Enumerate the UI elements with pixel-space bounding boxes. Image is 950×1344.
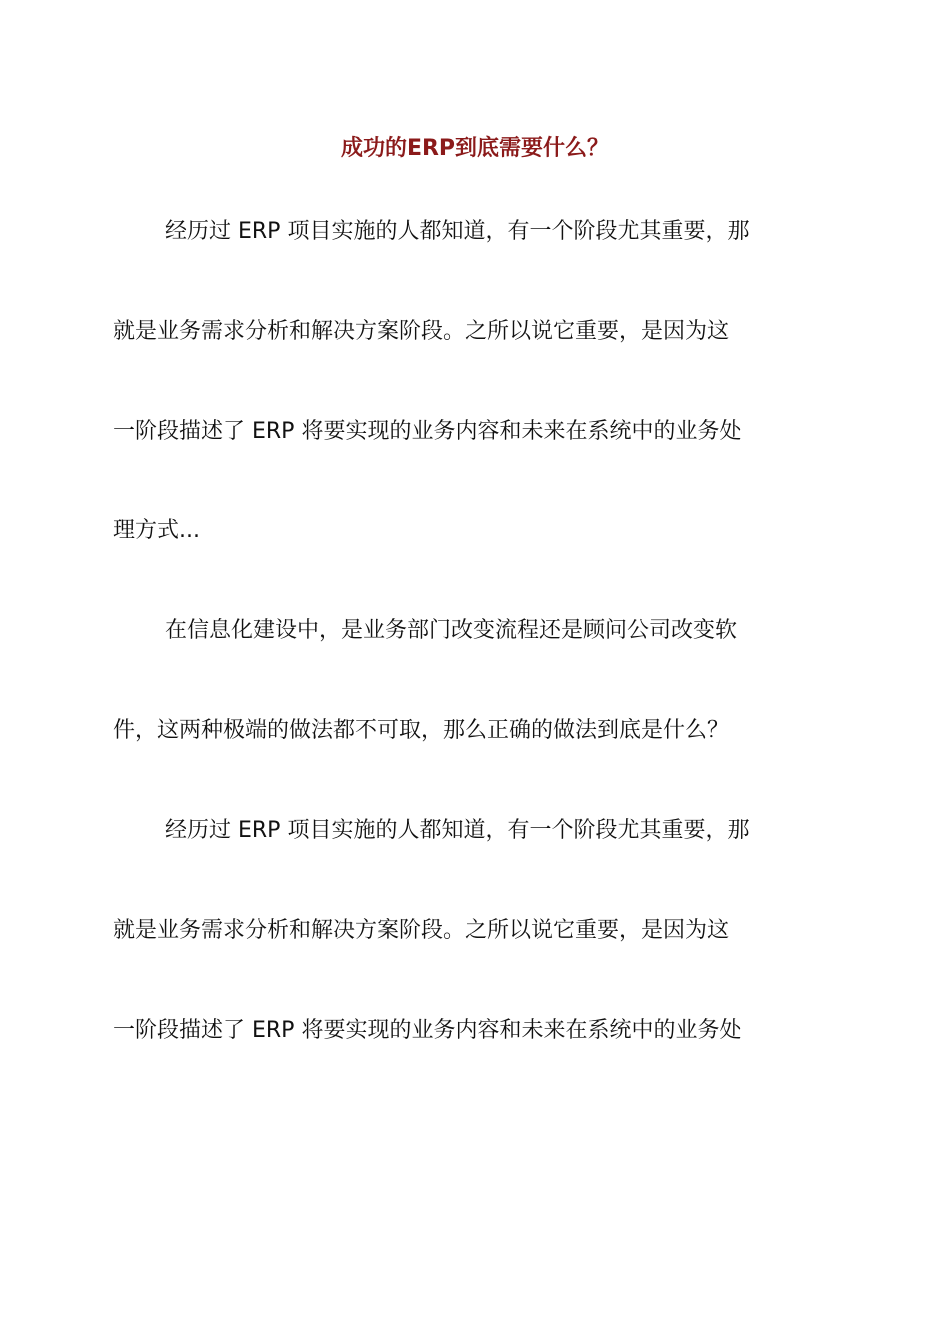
page-title: 成功的ERP到底需要什么？: [340, 136, 610, 161]
paragraph-1-line-3: 一阶段描述了 ERP 将要实现的业务内容和未来在系统中的业务处: [113, 419, 742, 444]
paragraph-3-line-1: 经历过 ERP 项目实施的人都知道，有一个阶段尤其重要，那: [165, 818, 750, 843]
paragraph-1-line-1: 经历过 ERP 项目实施的人都知道，有一个阶段尤其重要，那: [165, 219, 750, 244]
paragraph-2-line-1: 在信息化建设中，是业务部门改变流程还是顾问公司改变软: [165, 618, 738, 643]
paragraph-3-line-3: 一阶段描述了 ERP 将要实现的业务内容和未来在系统中的业务处: [113, 1018, 742, 1043]
paragraph-1-line-4: 理方式...: [113, 518, 200, 543]
paragraph-3-line-2: 就是业务需求分析和解决方案阶段。之所以说它重要，是因为这: [113, 918, 730, 943]
paragraph-1-line-2: 就是业务需求分析和解决方案阶段。之所以说它重要，是因为这: [113, 319, 730, 344]
paragraph-2-line-2: 件，这两种极端的做法都不可取，那么正确的做法到底是什么？: [113, 718, 730, 743]
